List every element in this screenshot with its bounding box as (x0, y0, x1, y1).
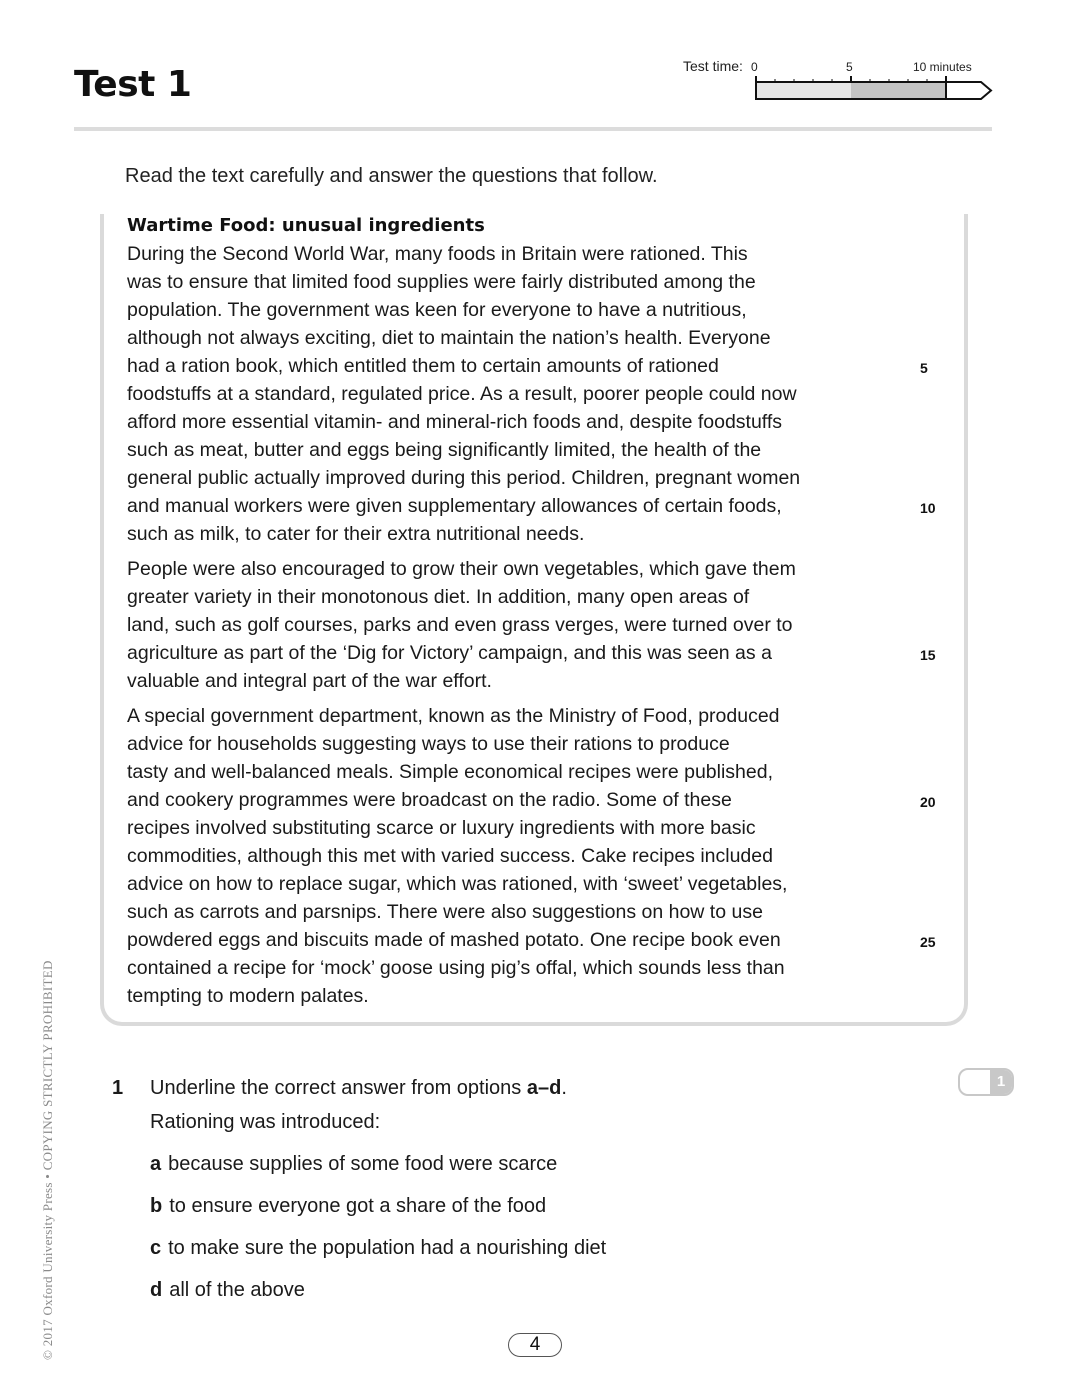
page-number: 4 (508, 1333, 562, 1357)
question-instruction-suffix: . (561, 1077, 567, 1099)
passage-line: agriculture as part of the ‘Dig for Victory’ campaign, and this was seen as a (127, 642, 772, 664)
passage-line: such as milk, to cater for their extra nutritional needs. (127, 523, 585, 545)
option-text: to make sure the population had a nourishing diet (168, 1237, 607, 1259)
option-text: because supplies of some food were scarce (168, 1153, 558, 1175)
passage-line: advice on how to replace sugar, which was rationed, with ‘sweet’ vegetables, (127, 873, 788, 895)
passage-line: tasty and well-balanced meals. Simple economical recipes were published, (127, 761, 773, 783)
option-letter: b (150, 1195, 163, 1217)
marks-value: 1 (990, 1070, 1012, 1094)
line-number: 10 (920, 500, 936, 516)
timer-bar (755, 74, 997, 104)
passage-line: such as meat, butter and eggs being significantly limited, the health of the (127, 439, 762, 461)
passage-line: afford more essential vitamin- and mineral-rich foods and, despite foodstuffs (127, 411, 783, 433)
passage-line: valuable and integral part of the war effort. (127, 670, 492, 692)
timer-elapsed-light (756, 82, 851, 99)
passage-line: advice for households suggesting ways to use their rations to produce (127, 733, 730, 755)
passage-line: was to ensure that limited food supplies were fairly distributed among the (127, 271, 756, 293)
passage-line: commodities, although this met with varied success. Cake recipes included (127, 845, 773, 867)
answer-option-c[interactable] (150, 1237, 606, 1260)
option-text: all of the above (169, 1279, 305, 1301)
passage-line: and manual workers were given supplementary allowances of certain foods, (127, 495, 782, 517)
timer-tick-10: 10 minutes (913, 60, 972, 74)
line-number: 25 (920, 934, 936, 950)
copyright-notice: © 2017 Oxford University Press • COPYING STRICTLY PROHIBITED (40, 960, 55, 1360)
option-letter: a (150, 1153, 162, 1175)
passage-line: and cookery programmes were broadcast on the radio. Some of these (127, 789, 732, 811)
answer-option-b[interactable] (150, 1195, 546, 1218)
question-instruction-bold: a–d (526, 1077, 562, 1099)
passage-line: land, such as golf courses, parks and even grass verges, were turned over to (127, 614, 793, 636)
passage-line: A special government department, known as the Ministry of Food, produced (127, 705, 780, 727)
line-number: 5 (920, 360, 928, 376)
page-title: Test 1 (74, 64, 192, 105)
header-divider (74, 127, 992, 131)
passage-line: contained a recipe for ‘mock’ goose using pig’s offal, which sounds less than (127, 957, 785, 979)
question-instruction-prefix: Underline the correct answer from options (150, 1077, 527, 1099)
question-number: 1 (112, 1077, 124, 1099)
line-number: 20 (920, 794, 936, 810)
question-instruction (150, 1077, 567, 1100)
passage-line: general public actually improved during this period. Children, pregnant women (127, 467, 801, 489)
passage-title: Wartime Food: unusual ingredients (127, 215, 485, 236)
passage-line: tempting to modern palates. (127, 985, 369, 1007)
passage-line: although not always exciting, diet to maintain the nation’s health. Everyone (127, 327, 771, 349)
passage-line: such as carrots and parsnips. There were also suggestions on how to use (127, 901, 763, 923)
passage-line: greater variety in their monotonous diet. In addition, many open areas of (127, 586, 750, 608)
line-number: 15 (920, 647, 936, 663)
answer-option-a[interactable] (150, 1153, 557, 1176)
timer-tick-0: 0 (751, 60, 758, 74)
option-text: to ensure everyone got a share of the food (169, 1195, 547, 1217)
answer-option-d[interactable] (150, 1279, 305, 1302)
passage-line: During the Second World War, many foods in Britain were rationed. This (127, 243, 748, 265)
passage-line: foodstuffs at a standard, regulated price. As a result, poorer people could now (127, 383, 797, 405)
passage-line: powdered eggs and biscuits made of mashed potato. One recipe book even (127, 929, 781, 951)
instruction-text: Read the text carefully and answer the questions that follow. (125, 165, 658, 187)
timer-label: Test time: (683, 58, 743, 74)
passage-line: had a ration book, which entitled them to certain amounts of rationed (127, 355, 719, 377)
marks-box (958, 1068, 1014, 1096)
option-letter: c (150, 1237, 162, 1259)
question-stem: Rationing was introduced: (150, 1111, 381, 1133)
option-letter: d (150, 1279, 163, 1301)
passage-line: recipes involved substituting scarce or luxury ingredients with more basic (127, 817, 756, 839)
passage-line: People were also encouraged to grow their own vegetables, which gave them (127, 558, 796, 580)
timer-elapsed-dark (851, 82, 946, 99)
passage-line: population. The government was keen for everyone to have a nutritious, (127, 299, 747, 321)
timer-tick-5: 5 (846, 60, 853, 74)
